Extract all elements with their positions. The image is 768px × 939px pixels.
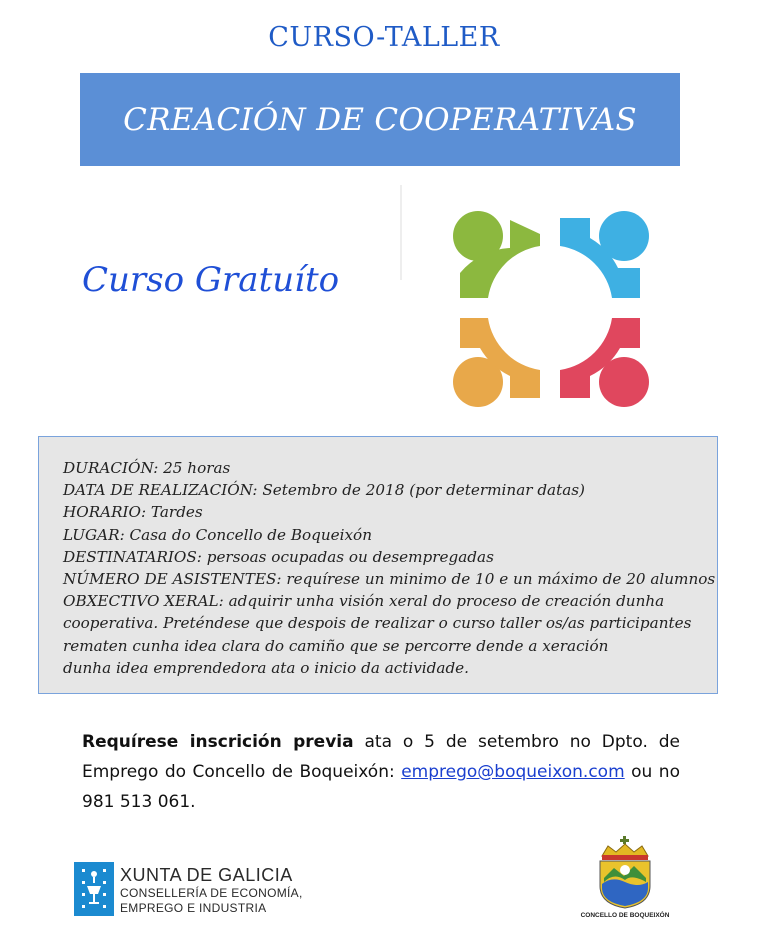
person-orange-icon	[453, 318, 540, 407]
info-date: DATA DE REALIZACIÓN: Setembro de 2018 (por determinar datas)	[63, 481, 585, 500]
info-objective-2: cooperativa. Preténdese que despois de realizar o curso taller os/as participantes	[63, 614, 692, 633]
course-info-box	[38, 436, 718, 694]
info-duration: DURACIÓN: 25 horas	[63, 459, 231, 477]
course-type-title: CURSO-TALLER	[268, 22, 500, 53]
info-audience: DESTINATARIOS: persoas ocupadas ou desempregadas	[63, 547, 494, 566]
registration-paragraph	[82, 727, 680, 817]
person-red-icon	[560, 318, 649, 407]
xunta-department-line-1: CONSELLERÍA DE ECONOMÍA,	[120, 886, 303, 900]
info-objective-1: OBXECTIVO XERAL: adquirir unha visión xeral do proceso de creación dunha	[63, 592, 665, 611]
xunta-text	[120, 864, 303, 916]
info-objective-4: dunha idea emprendedora ata o inicio da actividade.	[63, 658, 469, 677]
registration-required-label: Requírese inscrición previa	[82, 732, 354, 752]
course-title: CREACIÓN DE COOPERATIVAS	[123, 101, 637, 138]
divider	[400, 185, 402, 280]
person-green-icon	[453, 211, 540, 298]
registration-text-2: ou no 981 513 061.	[82, 762, 680, 812]
cooperation-people-icon	[440, 198, 662, 420]
xunta-galicia-logo-icon	[74, 862, 114, 916]
course-title-banner	[80, 73, 680, 166]
info-objective-3: rematen cunha idea clara do camiño que se percorre dende a xeración	[63, 636, 609, 655]
boqueixon-crest-icon	[592, 836, 658, 910]
free-course-label: Curso Gratuíto	[82, 260, 340, 300]
xunta-department-line-2: EMPREGO E INDUSTRIA	[120, 901, 267, 915]
xunta-name: XUNTA DE GALICIA	[120, 865, 293, 885]
info-schedule: HORARIO: Tardes	[63, 503, 203, 522]
email-link[interactable]: emprego@boqueixon.com	[401, 762, 625, 782]
crest-caption: CONCELLO DE BOQUEIXÓN	[580, 912, 670, 919]
info-attendees: NÚMERO DE ASISTENTES: requírese un minimo de 10 e un máximo de 20 alumnos	[63, 570, 716, 589]
registration-text-1: ata o 5 de setembro no Dpto. de Emprego do Concello de Boqueixón:	[82, 732, 681, 782]
info-location: LUGAR: Casa do Concello de Boqueixón	[63, 525, 372, 544]
person-blue-icon	[560, 211, 649, 298]
